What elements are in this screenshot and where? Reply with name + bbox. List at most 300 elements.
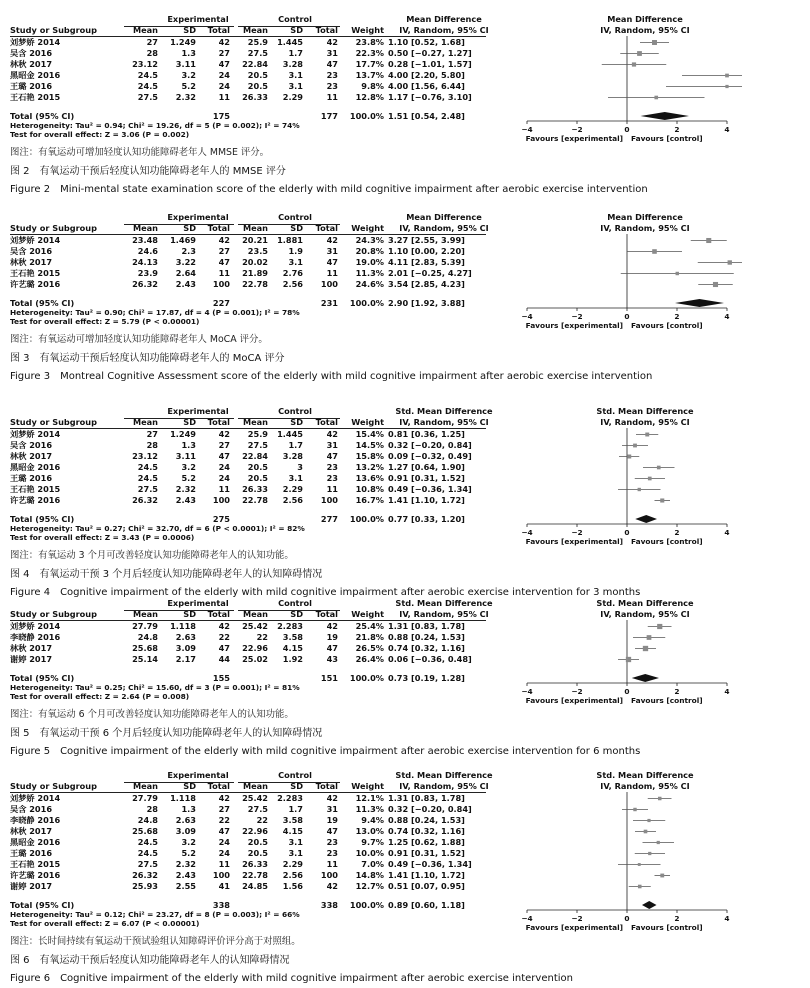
experimental-sd: 2.55	[175, 881, 196, 891]
effect-ci: 1.41 [1.10, 1.72]	[388, 870, 465, 880]
control-total: 42	[326, 793, 338, 803]
study-name: 王石艳 2015	[10, 484, 61, 494]
study-name: 王石艳 2015	[10, 268, 61, 278]
overall-effect-test: Test for overall effect: Z = 2.64 (P = 0.008)	[10, 692, 190, 701]
control-sd: 3.1	[288, 848, 303, 858]
total-effect-ci: 2.90 [1.92, 3.88]	[388, 298, 465, 308]
experimental-total-header: Total	[207, 223, 230, 233]
x-tick-label: 2	[674, 528, 680, 537]
control-group-label: Control	[278, 212, 312, 222]
control-total: 47	[326, 451, 338, 461]
study-weight: 7.0%	[361, 859, 384, 869]
total-label: Total (95% CI)	[10, 111, 75, 121]
experimental-total: 42	[218, 37, 230, 47]
effect-ci: 0.32 [−0.20, 0.84]	[388, 440, 472, 450]
x-tick-label: 2	[674, 914, 680, 923]
control-sd: 3.58	[282, 632, 303, 642]
control-mean: 22	[256, 815, 268, 825]
favours-control-label: Favours [control]	[631, 321, 703, 330]
study-weight: 24.3%	[355, 235, 384, 245]
study-name: 刘梦娇 2014	[10, 429, 61, 439]
effect-ci: 0.81 [0.36, 1.25]	[388, 429, 465, 439]
effect-ci: 4.00 [2.20, 5.80]	[388, 70, 465, 80]
effect-ci: 1.27 [0.64, 1.90]	[388, 462, 465, 472]
control-sd: 3.58	[282, 815, 303, 825]
experimental-mean: 25.68	[132, 643, 158, 653]
experimental-sd: 1.249	[170, 429, 196, 439]
plot-method-header: IV, Random, 95% CI	[600, 25, 690, 35]
point-estimate	[647, 635, 652, 640]
figure-block	[0, 768, 810, 984]
experimental-mean: 24.8	[137, 632, 158, 642]
control-sd: 2.56	[282, 279, 303, 289]
x-tick-label: −2	[571, 312, 583, 321]
effect-ci: 0.74 [0.32, 1.16]	[388, 826, 465, 836]
control-total: 23	[326, 837, 338, 847]
total-weight: 100.0%	[349, 298, 384, 308]
experimental-mean: 26.32	[132, 495, 158, 505]
total-effect-ci: 0.77 [0.33, 1.20]	[388, 514, 465, 524]
experimental-total: 47	[218, 257, 230, 267]
control-sd: 4.15	[282, 643, 303, 653]
effect-ci: 0.06 [−0.36, 0.48]	[388, 654, 472, 664]
control-mean: 20.21	[242, 235, 268, 245]
experimental-total: 22	[218, 632, 230, 642]
control-total-n: 231	[320, 298, 338, 308]
experimental-total-header: Total	[207, 417, 230, 427]
control-total: 31	[326, 246, 338, 256]
x-tick-label: 0	[624, 914, 630, 923]
experimental-total: 47	[218, 59, 230, 69]
figure-note: 图注：有氧运动 6 个月可改善轻度认知功能障碍老年人的认知功能。	[10, 709, 294, 720]
experimental-sd: 2.43	[175, 870, 196, 880]
control-mean: 27.5	[247, 440, 268, 450]
control-total: 47	[326, 826, 338, 836]
control-mean: 20.02	[242, 257, 268, 267]
effect-method-header: IV, Random, 95% CI	[399, 417, 489, 427]
study-name: 吴含 2016	[10, 246, 53, 256]
control-mean: 25.42	[242, 793, 268, 803]
study-weight: 21.8%	[355, 632, 384, 642]
weight-header: Weight	[351, 781, 384, 791]
study-weight: 13.0%	[355, 826, 384, 836]
study-weight: 23.8%	[355, 37, 384, 47]
figure-block	[0, 404, 810, 598]
point-estimate	[632, 62, 636, 66]
control-sd-header: SD	[290, 417, 303, 427]
control-total-header: Total	[315, 223, 338, 233]
study-name: 刘梦娇 2014	[10, 793, 61, 803]
control-total: 42	[326, 881, 338, 891]
study-weight: 26.5%	[355, 643, 384, 653]
experimental-total: 11	[218, 92, 230, 102]
study-name: 谢婷 2017	[10, 881, 53, 891]
control-mean: 26.33	[242, 484, 268, 494]
control-mean: 23.5	[247, 246, 268, 256]
effect-ci: 1.10 [0.00, 2.20]	[388, 246, 465, 256]
plot-measure-title: Mean Difference	[607, 212, 683, 222]
control-mean: 25.02	[242, 654, 268, 664]
control-group-label: Control	[278, 770, 312, 780]
study-weight: 13.6%	[355, 473, 384, 483]
study-weight: 22.3%	[355, 48, 384, 58]
control-total: 23	[326, 462, 338, 472]
study-weight: 17.7%	[355, 59, 384, 69]
control-total: 31	[326, 804, 338, 814]
control-sd-header: SD	[290, 223, 303, 233]
experimental-sd: 1.118	[170, 793, 196, 803]
study-weight: 25.4%	[355, 621, 384, 631]
plot-measure-title: Mean Difference	[607, 14, 683, 24]
effect-ci: 0.09 [−0.32, 0.49]	[388, 451, 472, 461]
control-mean: 20.5	[247, 837, 268, 847]
experimental-total: 11	[218, 859, 230, 869]
effect-method-header: IV, Random, 95% CI	[399, 25, 489, 35]
experimental-mean: 27.79	[132, 793, 158, 803]
control-mean: 24.85	[242, 881, 268, 891]
experimental-total: 44	[218, 654, 230, 664]
experimental-mean: 25.93	[132, 881, 158, 891]
experimental-total: 27	[218, 246, 230, 256]
experimental-mean: 23.12	[132, 59, 158, 69]
effect-ci: 0.28 [−1.01, 1.57]	[388, 59, 472, 69]
experimental-mean: 28	[146, 440, 158, 450]
experimental-total: 47	[218, 826, 230, 836]
experimental-mean: 27.79	[132, 621, 158, 631]
control-sd: 1.7	[288, 440, 303, 450]
experimental-total: 24	[218, 848, 230, 858]
forest-plot	[492, 596, 792, 717]
control-total: 31	[326, 48, 338, 58]
favours-control-label: Favours [control]	[631, 537, 703, 546]
effect-method-header: IV, Random, 95% CI	[399, 609, 489, 619]
forest-plot	[492, 210, 792, 342]
effect-ci: 3.54 [2.85, 4.23]	[388, 279, 465, 289]
control-total: 47	[326, 257, 338, 267]
pooled-diamond	[642, 901, 657, 909]
control-mean: 20.5	[247, 70, 268, 80]
experimental-sd: 5.2	[181, 848, 196, 858]
experimental-mean: 28	[146, 48, 158, 58]
experimental-sd: 2.63	[175, 815, 196, 825]
control-mean: 22.96	[242, 643, 268, 653]
control-sd: 3.28	[282, 59, 303, 69]
control-mean: 21.89	[242, 268, 268, 278]
x-tick-label: 0	[624, 312, 630, 321]
point-estimate	[728, 260, 732, 264]
x-tick-label: −4	[521, 914, 533, 923]
favours-control-label: Favours [control]	[631, 134, 703, 143]
study-weight: 20.8%	[355, 246, 384, 256]
point-estimate	[648, 852, 651, 855]
control-total: 23	[326, 70, 338, 80]
study-name: 林秋 2017	[10, 59, 53, 69]
control-total: 100	[320, 495, 338, 505]
experimental-mean: 26.32	[132, 279, 158, 289]
experimental-sd: 3.11	[175, 451, 196, 461]
x-tick-label: 2	[674, 687, 680, 696]
heterogeneity-stat: Heterogeneity: Tau² = 0.27; Chi² = 32.70, df = 6 (P < 0.0001); I² = 82%	[10, 524, 305, 533]
point-estimate	[676, 272, 679, 275]
control-mean: 22.78	[242, 870, 268, 880]
total-label: Total (95% CI)	[10, 514, 75, 524]
favours-control-label: Favours [control]	[631, 696, 703, 705]
x-tick-label: 2	[674, 125, 680, 134]
effect-ci: 0.91 [0.31, 1.52]	[388, 848, 465, 858]
experimental-total: 100	[212, 495, 230, 505]
control-mean: 25.9	[247, 37, 268, 47]
control-total: 11	[326, 92, 338, 102]
heterogeneity-stat: Heterogeneity: Tau² = 0.90; Chi² = 17.87, df = 4 (P = 0.001); I² = 78%	[10, 308, 300, 317]
experimental-total: 24	[218, 837, 230, 847]
study-column-header: Study or Subgroup	[10, 609, 98, 619]
control-mean: 22.84	[242, 451, 268, 461]
pooled-diamond	[641, 112, 690, 120]
control-total: 11	[326, 859, 338, 869]
x-tick-label: 0	[624, 528, 630, 537]
effect-ci: 0.49 [−0.36, 1.34]	[388, 859, 472, 869]
experimental-sd-header: SD	[183, 223, 196, 233]
study-name: 刘梦娇 2014	[10, 37, 61, 47]
experimental-group-label: Experimental	[167, 212, 229, 222]
experimental-total-header: Total	[207, 781, 230, 791]
experimental-total: 27	[218, 440, 230, 450]
control-total-header: Total	[315, 781, 338, 791]
control-total: 31	[326, 440, 338, 450]
caption-english: Figure 6 Cognitive impairment of the elderly with mild cognitive impairment after aerobic exercise intervention	[10, 973, 573, 984]
effect-ci: 0.51 [0.07, 0.95]	[388, 881, 465, 891]
control-total: 100	[320, 870, 338, 880]
point-estimate	[638, 863, 641, 866]
control-sd: 3	[297, 462, 303, 472]
caption-english: Figure 3 Montreal Cognitive Assessment score of the elderly with mild cognitive impairment after aerobic exercise intervention	[10, 371, 653, 382]
experimental-mean: 24.5	[137, 81, 158, 91]
experimental-mean: 26.32	[132, 870, 158, 880]
experimental-sd: 2.32	[175, 484, 196, 494]
control-sd: 1.56	[282, 881, 303, 891]
control-mean: 26.33	[242, 92, 268, 102]
effect-measure-title: Mean Difference	[406, 14, 482, 24]
experimental-mean-header: Mean	[132, 223, 158, 233]
control-sd: 1.881	[277, 235, 303, 245]
favours-experimental-label: Favours [experimental]	[525, 134, 623, 143]
control-sd: 1.445	[277, 429, 303, 439]
control-total-header: Total	[315, 609, 338, 619]
experimental-sd: 2.32	[175, 92, 196, 102]
experimental-sd: 3.22	[175, 257, 196, 267]
control-mean: 22.96	[242, 826, 268, 836]
control-sd: 3.28	[282, 451, 303, 461]
study-weight: 13.2%	[355, 462, 384, 472]
experimental-sd: 2.43	[175, 495, 196, 505]
x-tick-label: −2	[571, 914, 583, 923]
control-group-label: Control	[278, 598, 312, 608]
point-estimate	[725, 85, 728, 88]
study-weight: 24.6%	[355, 279, 384, 289]
control-mean: 22.78	[242, 495, 268, 505]
effect-ci: 0.88 [0.24, 1.53]	[388, 632, 465, 642]
experimental-total: 42	[218, 235, 230, 245]
control-mean: 20.5	[247, 848, 268, 858]
x-tick-label: −4	[521, 687, 533, 696]
effect-ci: 1.10 [0.52, 1.68]	[388, 37, 465, 47]
control-sd: 4.15	[282, 826, 303, 836]
total-weight: 100.0%	[349, 111, 384, 121]
weight-header: Weight	[351, 223, 384, 233]
total-effect-ci: 1.51 [0.54, 2.48]	[388, 111, 465, 121]
control-mean-header: Mean	[242, 223, 268, 233]
x-tick-label: 4	[724, 528, 730, 537]
study-weight: 19.0%	[355, 257, 384, 267]
control-sd: 2.29	[282, 484, 303, 494]
x-tick-label: −2	[571, 687, 583, 696]
study-name: 吴含 2016	[10, 804, 53, 814]
control-total: 42	[326, 235, 338, 245]
experimental-mean: 27.5	[137, 92, 158, 102]
effect-method-header: IV, Random, 95% CI	[399, 223, 489, 233]
x-tick-label: 2	[674, 312, 680, 321]
x-tick-label: −2	[571, 125, 583, 134]
control-sd: 2.29	[282, 92, 303, 102]
favours-experimental-label: Favours [experimental]	[525, 321, 623, 330]
control-sd-header: SD	[290, 609, 303, 619]
control-mean: 22	[256, 632, 268, 642]
experimental-mean-header: Mean	[132, 25, 158, 35]
heterogeneity-stat: Heterogeneity: Tau² = 0.94; Chi² = 19.26, df = 5 (P = 0.002); I² = 74%	[10, 121, 300, 130]
control-total-header: Total	[315, 417, 338, 427]
point-estimate	[633, 444, 637, 448]
pooled-diamond	[635, 515, 657, 523]
caption-chinese: 图 3 有氧运动干预后轻度认知功能障碍老年人的 MoCA 评分	[10, 353, 285, 364]
experimental-sd-header: SD	[183, 417, 196, 427]
favours-control-label: Favours [control]	[631, 923, 703, 932]
point-estimate	[627, 455, 631, 459]
study-name: 许艺璐 2016	[10, 279, 61, 289]
effect-ci: 4.11 [2.83, 5.39]	[388, 257, 465, 267]
effect-ci: 1.31 [0.83, 1.78]	[388, 621, 465, 631]
control-mean-header: Mean	[242, 609, 268, 619]
experimental-mean: 24.6	[137, 246, 158, 256]
experimental-total: 41	[218, 881, 230, 891]
point-estimate	[645, 433, 649, 437]
control-total: 19	[326, 632, 338, 642]
effect-ci: 3.27 [2.55, 3.99]	[388, 235, 465, 245]
experimental-sd-header: SD	[183, 781, 196, 791]
point-estimate	[706, 238, 711, 243]
control-total: 47	[326, 59, 338, 69]
effect-ci: 0.50 [−0.27, 1.27]	[388, 48, 472, 58]
control-mean-header: Mean	[242, 25, 268, 35]
experimental-total: 100	[212, 279, 230, 289]
experimental-sd: 5.2	[181, 473, 196, 483]
experimental-total: 47	[218, 643, 230, 653]
total-effect-ci: 0.89 [0.60, 1.18]	[388, 900, 465, 910]
control-mean: 25.9	[247, 429, 268, 439]
experimental-sd: 2.63	[175, 632, 196, 642]
experimental-sd: 1.469	[170, 235, 196, 245]
experimental-sd: 1.3	[181, 48, 196, 58]
control-sd: 3.1	[288, 257, 303, 267]
experimental-sd: 2.3	[181, 246, 196, 256]
control-mean-header: Mean	[242, 781, 268, 791]
point-estimate	[638, 885, 642, 889]
point-estimate	[637, 51, 642, 56]
experimental-mean-header: Mean	[132, 781, 158, 791]
experimental-total: 42	[218, 429, 230, 439]
total-effect-ci: 0.73 [0.19, 1.28]	[388, 673, 465, 683]
study-column-header: Study or Subgroup	[10, 223, 98, 233]
point-estimate	[725, 74, 729, 78]
study-name: 王石艳 2015	[10, 92, 61, 102]
control-total-header: Total	[315, 25, 338, 35]
study-name: 王璐 2016	[10, 473, 53, 483]
experimental-total-header: Total	[207, 25, 230, 35]
control-total-n: 277	[320, 514, 338, 524]
study-weight: 13.7%	[355, 70, 384, 80]
control-mean-header: Mean	[242, 417, 268, 427]
study-weight: 12.1%	[355, 793, 384, 803]
control-sd: 1.7	[288, 804, 303, 814]
total-label: Total (95% CI)	[10, 673, 75, 683]
figure-note: 图注：有氧运动可增加轻度认知功能障碍老年人 MoCA 评分。	[10, 334, 268, 345]
experimental-sd-header: SD	[183, 25, 196, 35]
experimental-group-label: Experimental	[167, 14, 229, 24]
overall-effect-test: Test for overall effect: Z = 3.06 (P = 0.002)	[10, 130, 190, 139]
point-estimate	[644, 830, 648, 834]
point-estimate	[660, 498, 664, 502]
plot-measure-title: Std. Mean Difference	[596, 598, 694, 608]
experimental-total: 11	[218, 268, 230, 278]
control-sd: 1.7	[288, 48, 303, 58]
control-group-label: Control	[278, 14, 312, 24]
point-estimate	[657, 841, 660, 844]
caption-english: Figure 5 Cognitive impairment of the elderly with mild cognitive impairment after aerobic exercise intervention for 6 months	[10, 746, 641, 757]
experimental-sd: 3.11	[175, 59, 196, 69]
weight-header: Weight	[351, 417, 384, 427]
figure-note: 图注：有氧运动 3 个月可改善轻度认知功能障碍老年人的认知功能。	[10, 550, 294, 561]
experimental-sd: 1.3	[181, 440, 196, 450]
control-sd: 3.1	[288, 81, 303, 91]
control-mean: 20.5	[247, 462, 268, 472]
plot-method-header: IV, Random, 95% CI	[600, 781, 690, 791]
control-sd-header: SD	[290, 781, 303, 791]
effect-ci: 0.32 [−0.20, 0.84]	[388, 804, 472, 814]
control-total: 23	[326, 848, 338, 858]
experimental-sd: 3.2	[181, 70, 196, 80]
control-sd-header: SD	[290, 25, 303, 35]
figure-block	[0, 596, 810, 786]
experimental-mean: 27	[146, 37, 158, 47]
experimental-sd: 3.09	[175, 826, 196, 836]
point-estimate	[658, 797, 662, 801]
control-group-label: Control	[278, 406, 312, 416]
control-mean: 22.84	[242, 59, 268, 69]
point-estimate	[647, 819, 650, 822]
study-name: 黑昭金 2016	[10, 70, 61, 80]
control-sd: 2.283	[277, 621, 303, 631]
study-column-header: Study or Subgroup	[10, 781, 98, 791]
control-mean: 20.5	[247, 81, 268, 91]
control-total: 23	[326, 473, 338, 483]
experimental-mean-header: Mean	[132, 609, 158, 619]
figure-note: 图注：有氧运动可增加轻度认知功能障碍老年人 MMSE 评分。	[10, 147, 270, 158]
experimental-sd: 2.64	[175, 268, 196, 278]
forest-plot	[492, 404, 792, 558]
study-name: 李晓静 2016	[10, 632, 61, 642]
experimental-sd: 5.2	[181, 81, 196, 91]
control-total-n: 338	[320, 900, 338, 910]
point-estimate	[648, 477, 652, 481]
